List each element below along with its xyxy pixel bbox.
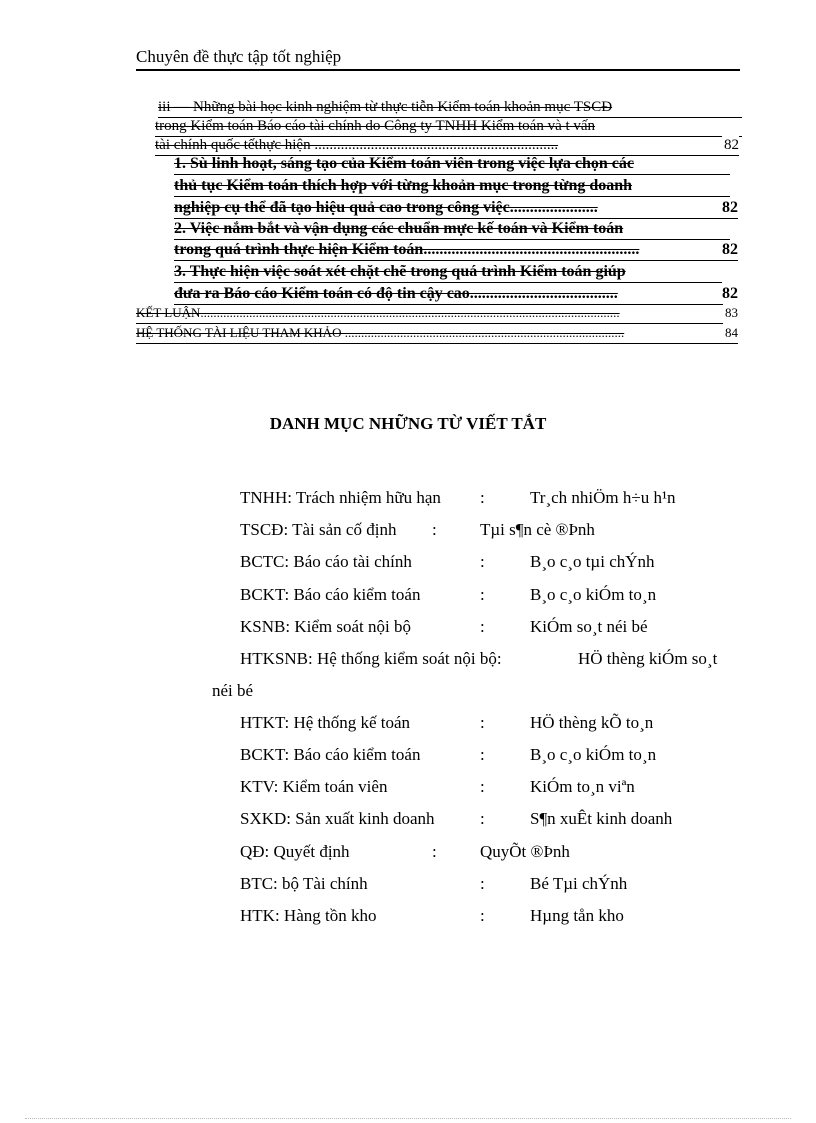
abbreviation-meaning: S¶n xuÊt kinh doanh — [530, 809, 673, 828]
abbreviation-colon: : — [480, 585, 485, 604]
abbreviation-term: KSNB: Kiểm soát nội bộ — [240, 617, 411, 636]
toc-item-1-line3: nghiệp cụ thể đã tạo hiệu quả cao trong công việc...................... 82 — [174, 198, 738, 219]
abbreviation-colon: : — [480, 552, 485, 571]
abbreviation-colon: : — [480, 777, 485, 796]
toc-page-number: 82 — [722, 241, 738, 258]
header-title: Chuyên đề thực tập tốt nghiệp — [136, 47, 342, 66]
toc-item-3-line1: 3. Thực hiện việc soát xét chặt chẽ trong quá trình Kiểm toán giúp — [174, 262, 722, 283]
abbreviation-term: HTK: Hàng tồn kho — [240, 906, 377, 925]
abbreviation-term: BCKT: Báo cáo kiểm toán — [240, 585, 421, 604]
toc-item-2-line1: 2. Việc nắm bắt và vận dụng các chuẩn mực kế toán và Kiểm toán — [174, 219, 730, 240]
abbreviation-meaning: KiÓm so¸t néi bé — [530, 617, 648, 636]
abbreviation-colon: : — [432, 842, 437, 861]
abbreviation-meaning: B¸o c¸o kiÓm to¸n — [530, 745, 657, 764]
abbreviation-meaning: KiÓm to¸n viªn — [530, 777, 635, 796]
toc-page-number: 82 — [722, 285, 738, 302]
abbreviation-meaning: Bé Tµi chÝnh — [530, 874, 628, 893]
page-bottom-divider — [25, 1118, 791, 1119]
abbreviation-meaning: Tr¸ch nhiÖm h÷u h¹n — [530, 488, 676, 507]
toc-page-number: 82 — [724, 137, 739, 153]
abbreviation-meaning: B¸o c¸o kiÓm to¸n — [530, 585, 657, 604]
abbreviation-meaning: B¸o c¸o tµi chÝnh — [530, 552, 655, 571]
abbreviation-colon: : — [480, 713, 485, 732]
abbreviation-colon: : — [480, 745, 485, 764]
toc-page-number: 84 — [723, 323, 738, 343]
abbreviation-term: TNHH: Trách nhiệm hữu hạn — [240, 488, 441, 507]
toc-item-iii-line2: trong Kiểm toán Báo cáo tài chính do Công ty TNHH Kiểm toán và t vấn — [155, 116, 742, 137]
toc-item-conclusion: KẾT LUẬN................................................................................................................................. 83 — [136, 303, 738, 324]
abbreviation-term: BCKT: Báo cáo kiểm toán — [240, 745, 421, 764]
abbreviation-colon: : — [480, 809, 485, 828]
page-header — [136, 47, 740, 71]
abbreviation-term: HTKT: Hệ thống kế toán — [240, 713, 411, 732]
abbreviation-term: BTC: bộ Tài chính — [240, 874, 368, 893]
abbreviation-colon: : — [432, 520, 437, 539]
abbreviation-term: néi bé — [212, 681, 254, 700]
abbreviation-meaning: Hµng tån kho — [530, 906, 624, 925]
abbreviation-term: QĐ: Quyết định — [240, 842, 350, 861]
toc-page-number: 82 — [722, 199, 738, 216]
toc-item-iii-line1: iii — Những bài học kinh nghiệm từ thực tiễn Kiểm toán khoản mục TSCĐ — [158, 97, 742, 118]
abbreviation-colon: : — [480, 874, 485, 893]
abbreviation-meaning: Tµi s¶n cè ®Þnh — [480, 520, 595, 539]
abbreviation-term: HTKSNB: Hệ thống kiểm soát nội bộ: — [240, 649, 502, 668]
abbreviation-term: TSCĐ: Tài sản cố định — [240, 520, 397, 539]
abbreviation-meaning: QuyÕt ®Þnh — [480, 842, 570, 861]
section-title: DANH MỤC NHỮNG TỪ VIẾT TẮT — [269, 414, 547, 433]
toc-item-1-line2: thủ tục Kiểm toán thích hợp với từng khoản mục trong từng doanh — [174, 176, 730, 197]
toc-item-1-line1: 1. Sù linh hoạt, sáng tạo của Kiểm toán viên trong việc lựa chọn các — [174, 154, 730, 175]
abbreviation-meaning: HÖ thèng kiÓm so¸t — [578, 649, 718, 668]
abbreviation-term: KTV: Kiểm toán viên — [240, 777, 388, 796]
toc-item-references: HỆ THỐNG TÀI LIỆU THAM KHẢO ...................................................................................... 84 — [136, 323, 738, 344]
abbreviation-colon: : — [480, 488, 485, 507]
abbreviation-meaning: HÖ thèng kÕ to¸n — [530, 713, 654, 732]
toc-item-3-line2: đưa ra Báo cáo Kiểm toán có độ tin cậy cao..................................... 82 — [174, 284, 738, 305]
abbreviation-colon: : — [480, 906, 485, 925]
toc-page-number: 83 — [723, 303, 738, 323]
abbreviation-colon: : — [480, 617, 485, 636]
toc-item-2-line2: trong quá trình thực hiện Kiểm toán...................................................... 82 — [174, 240, 738, 261]
abbreviation-term: BCTC: Báo cáo tài chính — [240, 552, 412, 571]
abbreviation-term: SXKD: Sản xuất kinh doanh — [240, 809, 435, 828]
toc-item-iii-line3: tài chính quốc tếthực hiện ................................................................. 82 — [155, 135, 739, 156]
